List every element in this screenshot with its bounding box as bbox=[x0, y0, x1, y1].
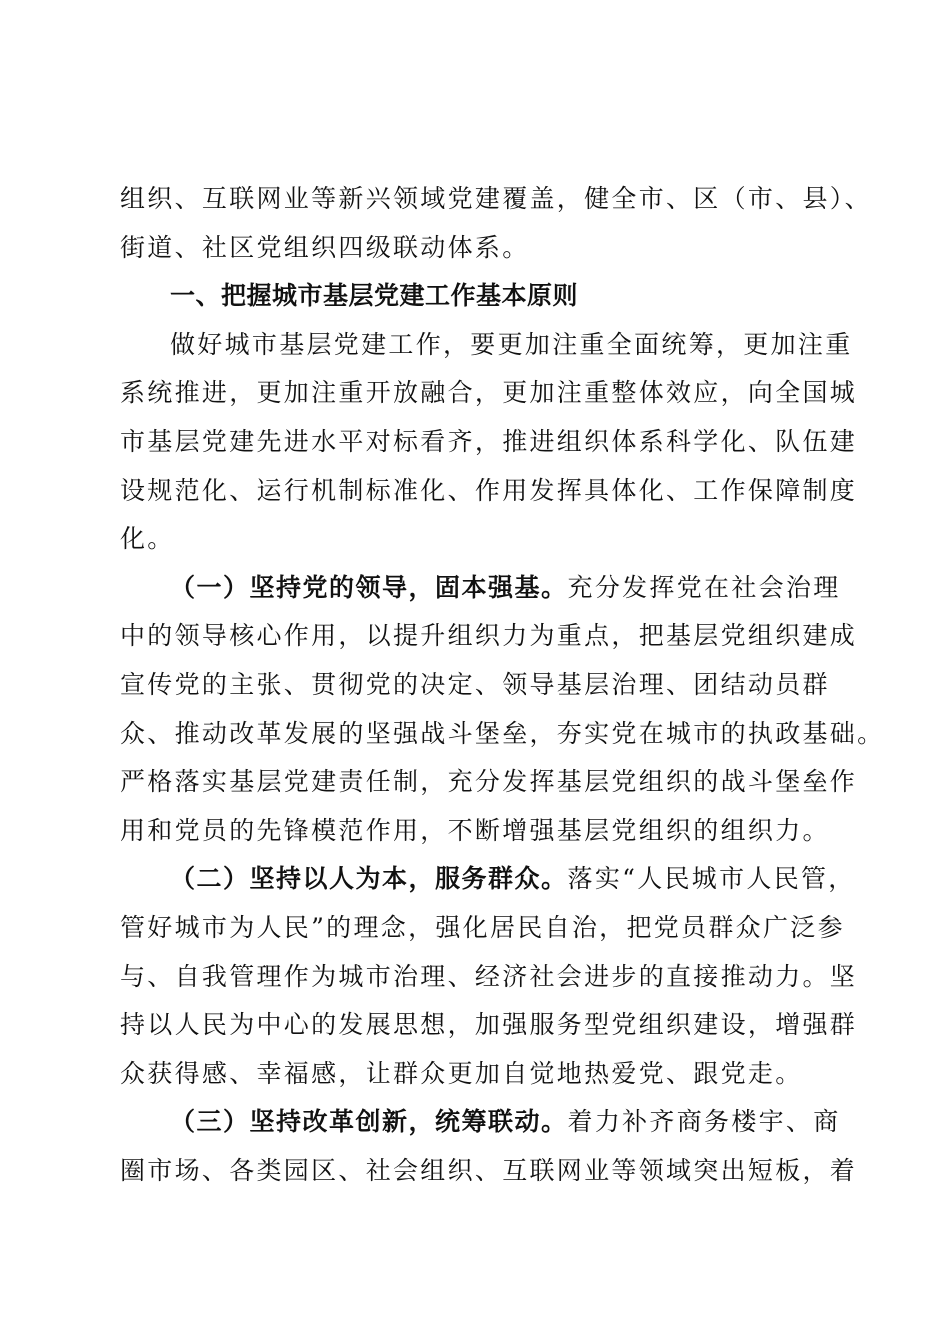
text-line: 圈市场、各类园区、社会组织、互联网业等领域突出短板，着 bbox=[120, 1155, 858, 1185]
text-line: 宣传党的主张、贯彻党的决定、领导基层治理、团结动员群 bbox=[120, 669, 830, 699]
text-line: 化。 bbox=[120, 524, 175, 554]
subsection-text: 充分发挥党在社会治理 bbox=[567, 572, 841, 602]
subsection-line bbox=[120, 855, 856, 904]
section-heading: 一、把握城市基层党建工作基本原则 bbox=[170, 281, 579, 311]
text-line: 与、自我管理作为城市治理、经济社会进步的直接推动力。坚 bbox=[120, 961, 858, 991]
document-body bbox=[120, 175, 885, 1195]
text-line: 持以人民为中心的发展思想，加强服务型党组织建设，增强群 bbox=[120, 1010, 858, 1040]
text-line: 街道、社区党组织四级联动体系。 bbox=[120, 232, 530, 262]
text-line: 众、推动改革发展的坚强战斗堡垒，夯实党在城市的执政基础。 bbox=[120, 718, 885, 748]
subsection-title: （三）坚持改革创新，统筹联动。 bbox=[170, 1107, 568, 1137]
subsection-line bbox=[120, 564, 841, 613]
text-line: 市基层党建先进水平对标看齐，推进组织体系科学化、队伍建 bbox=[120, 426, 858, 456]
text-line: 组织、互联网业等新兴领域党建覆盖，健全市、区（市、县）、 bbox=[120, 184, 872, 213]
text-line: 管好城市为人民”的理念，强化居民自治，把党员群众广泛参 bbox=[120, 912, 845, 942]
text-line: 系统推进，更加注重开放融合，更加注重整体效应，向全国城 bbox=[120, 378, 858, 408]
subsection-text: 着力补齐商务楼宇、商 bbox=[567, 1107, 841, 1137]
text-line: 设规范化、运行机制标准化、作用发挥具体化、工作保障制度 bbox=[120, 475, 858, 505]
text-line: 做好城市基层党建工作，要更加注重全面统筹，更加注重 bbox=[170, 329, 853, 359]
subsection-line bbox=[120, 1098, 841, 1147]
text-line: 严格落实基层党建责任制，充分发挥基层党组织的战斗堡垒作 bbox=[120, 767, 858, 797]
subsection-title: （一）坚持党的领导，固本强基。 bbox=[170, 572, 568, 602]
text-line: 中的领导核心作用，以提升组织力为重点，把基层党组织建成 bbox=[120, 621, 858, 651]
subsection-text: 落实“人民城市人民管， bbox=[567, 864, 856, 894]
subsection-title: （二）坚持以人为本，服务群众。 bbox=[170, 864, 568, 894]
text-line: 用和党员的先锋模范作用，不断增强基层党组织的组织力。 bbox=[120, 815, 830, 845]
text-line: 众获得感、幸福感，让群众更加自觉地热爱党、跟党走。 bbox=[120, 1058, 803, 1088]
